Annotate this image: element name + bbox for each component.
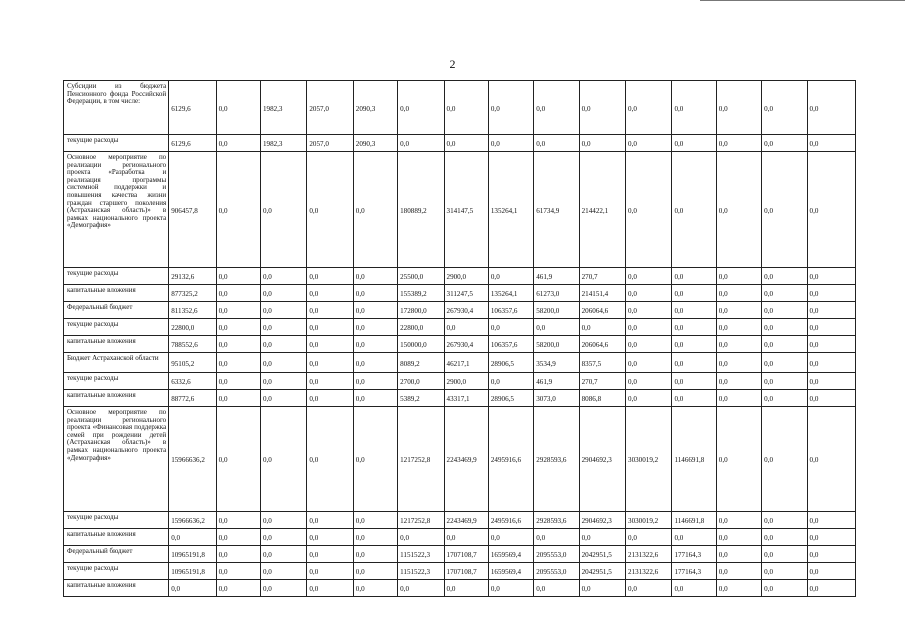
value-cell: 1151522,3 [398, 563, 444, 580]
value-cell: 2042951,5 [579, 546, 625, 563]
value-cell: 2042951,5 [579, 563, 625, 580]
value-cell: 0,0 [353, 353, 397, 373]
value-cell: 0,0 [672, 81, 716, 135]
value-cell: 0,0 [762, 319, 807, 336]
value-cell: 0,0 [260, 529, 306, 546]
value-cell: 0,0 [626, 302, 672, 319]
value-cell: 0,0 [353, 302, 397, 319]
row-label: Бюджет Астраханской области [64, 353, 169, 373]
value-cell: 5389,2 [398, 390, 444, 407]
value-cell: 0,0 [353, 580, 397, 597]
value-cell: 1146691,8 [672, 407, 716, 512]
value-cell: 88772,6 [169, 390, 216, 407]
value-cell: 0,0 [807, 336, 855, 353]
value-cell: 214422,1 [579, 152, 625, 268]
value-cell: 0,0 [626, 81, 672, 135]
value-cell: 10965191,8 [169, 563, 216, 580]
value-cell: 0,0 [444, 529, 488, 546]
value-cell: 3030019,2 [626, 407, 672, 512]
value-cell: 2057,0 [307, 135, 353, 152]
row-label: Федеральный бюджет [64, 546, 169, 563]
value-cell: 0,0 [534, 580, 579, 597]
value-cell: 0,0 [260, 302, 306, 319]
value-cell: 106357,6 [488, 336, 533, 353]
table-row [64, 319, 856, 336]
value-cell: 0,0 [807, 390, 855, 407]
budget-table [63, 80, 856, 597]
value-cell: 0,0 [216, 285, 260, 302]
value-cell: 0,0 [444, 580, 488, 597]
value-cell: 0,0 [716, 580, 761, 597]
value-cell: 0,0 [672, 353, 716, 373]
value-cell: 0,0 [307, 268, 353, 285]
value-cell: 0,0 [762, 580, 807, 597]
value-cell: 0,0 [716, 81, 761, 135]
value-cell: 0,0 [169, 529, 216, 546]
value-cell: 0,0 [762, 529, 807, 546]
row-label: текущие расходы [64, 135, 169, 152]
value-cell: 0,0 [216, 302, 260, 319]
value-cell: 3073,0 [534, 390, 579, 407]
value-cell: 0,0 [353, 529, 397, 546]
value-cell: 0,0 [307, 580, 353, 597]
value-cell: 2090,3 [353, 81, 397, 135]
page-number: 2 [449, 57, 456, 71]
table-row [64, 81, 856, 135]
value-cell: 0,0 [807, 268, 855, 285]
value-cell: 1707108,7 [444, 563, 488, 580]
value-cell: 788552,6 [169, 336, 216, 353]
value-cell: 0,0 [716, 546, 761, 563]
value-cell: 0,0 [626, 373, 672, 390]
value-cell: 0,0 [807, 580, 855, 597]
value-cell: 0,0 [534, 81, 579, 135]
value-cell: 0,0 [307, 285, 353, 302]
value-cell: 0,0 [216, 319, 260, 336]
value-cell: 0,0 [807, 285, 855, 302]
value-cell: 29132,6 [169, 268, 216, 285]
value-cell: 0,0 [762, 353, 807, 373]
value-cell: 0,0 [216, 353, 260, 373]
value-cell: 0,0 [626, 390, 672, 407]
value-cell: 0,0 [307, 353, 353, 373]
value-cell: 0,0 [353, 285, 397, 302]
value-cell: 0,0 [807, 152, 855, 268]
value-cell: 172800,0 [398, 302, 444, 319]
value-cell: 0,0 [807, 407, 855, 512]
value-cell: 0,0 [307, 546, 353, 563]
value-cell: 270,7 [579, 268, 625, 285]
row-label: капитальные вложения [64, 390, 169, 407]
value-cell: 0,0 [444, 135, 488, 152]
value-cell: 0,0 [807, 319, 855, 336]
value-cell: 0,0 [672, 336, 716, 353]
value-cell: 2904692,3 [579, 407, 625, 512]
value-cell: 0,0 [716, 285, 761, 302]
value-cell: 0,0 [807, 373, 855, 390]
value-cell: 0,0 [626, 319, 672, 336]
value-cell: 0,0 [216, 563, 260, 580]
value-cell: 0,0 [716, 336, 761, 353]
value-cell: 0,0 [353, 563, 397, 580]
value-cell: 22800,0 [169, 319, 216, 336]
value-cell: 0,0 [353, 336, 397, 353]
value-cell: 8089,2 [398, 353, 444, 373]
value-cell: 0,0 [216, 268, 260, 285]
value-cell: 0,0 [807, 302, 855, 319]
value-cell: 0,0 [579, 135, 625, 152]
value-cell: 0,0 [762, 285, 807, 302]
value-cell: 0,0 [260, 580, 306, 597]
table-row [64, 373, 856, 390]
value-cell: 0,0 [716, 407, 761, 512]
value-cell: 10965191,8 [169, 546, 216, 563]
value-cell: 1982,3 [260, 135, 306, 152]
row-label: текущие расходы [64, 512, 169, 529]
value-cell: 0,0 [260, 390, 306, 407]
table-row [64, 285, 856, 302]
value-cell: 0,0 [444, 81, 488, 135]
value-cell: 0,0 [672, 268, 716, 285]
value-cell: 0,0 [716, 302, 761, 319]
value-cell: 95105,2 [169, 353, 216, 373]
value-cell: 8086,8 [579, 390, 625, 407]
value-cell: 106357,6 [488, 302, 533, 319]
value-cell: 0,0 [216, 336, 260, 353]
value-cell: 0,0 [762, 81, 807, 135]
value-cell: 2928593,6 [534, 512, 579, 529]
value-cell: 0,0 [260, 546, 306, 563]
value-cell: 0,0 [807, 135, 855, 152]
value-cell: 28906,5 [488, 353, 533, 373]
value-cell: 0,0 [807, 546, 855, 563]
value-cell: 28906,5 [488, 390, 533, 407]
value-cell: 0,0 [579, 319, 625, 336]
value-cell: 22800,0 [398, 319, 444, 336]
value-cell: 177164,3 [672, 546, 716, 563]
value-cell: 0,0 [534, 529, 579, 546]
value-cell: 0,0 [260, 353, 306, 373]
value-cell: 0,0 [488, 580, 533, 597]
value-cell: 61273,0 [534, 285, 579, 302]
value-cell: 206064,6 [579, 302, 625, 319]
value-cell: 1151522,3 [398, 546, 444, 563]
table-row [64, 336, 856, 353]
table-row [64, 407, 856, 512]
value-cell: 0,0 [398, 580, 444, 597]
value-cell: 0,0 [260, 373, 306, 390]
row-label: Субсидии из бюджета Пенсионного фонда Российской Федерации, в том числе: [64, 81, 169, 135]
value-cell: 0,0 [216, 373, 260, 390]
value-cell: 3030019,2 [626, 512, 672, 529]
table-row [64, 353, 856, 373]
value-cell: 0,0 [216, 546, 260, 563]
value-cell: 0,0 [716, 135, 761, 152]
value-cell: 2057,0 [307, 81, 353, 135]
value-cell: 0,0 [260, 319, 306, 336]
value-cell: 0,0 [716, 563, 761, 580]
value-cell: 1217252,8 [398, 512, 444, 529]
value-cell: 0,0 [762, 135, 807, 152]
value-cell: 0,0 [488, 268, 533, 285]
value-cell: 155389,2 [398, 285, 444, 302]
value-cell: 2904692,3 [579, 512, 625, 529]
value-cell: 1659569,4 [488, 546, 533, 563]
value-cell: 0,0 [762, 336, 807, 353]
value-cell: 0,0 [626, 268, 672, 285]
value-cell: 61734,9 [534, 152, 579, 268]
value-cell: 0,0 [216, 512, 260, 529]
value-cell: 2495916,6 [488, 512, 533, 529]
table-row [64, 546, 856, 563]
value-cell: 0,0 [398, 135, 444, 152]
value-cell: 0,0 [534, 319, 579, 336]
row-label: Основное мероприятие по реализации регионального проекта «Разработка и реализация программы системной поддержки и повышения качества жизни граждан старшего поколения (Астраханская область)» в рамках национального проекта «Демография» [64, 152, 169, 268]
value-cell: 0,0 [626, 135, 672, 152]
value-cell: 0,0 [762, 268, 807, 285]
value-cell: 0,0 [626, 580, 672, 597]
value-cell: 2131322,6 [626, 563, 672, 580]
value-cell: 0,0 [307, 302, 353, 319]
value-cell: 214151,4 [579, 285, 625, 302]
value-cell: 0,0 [260, 336, 306, 353]
value-cell: 2243469,9 [444, 407, 488, 512]
value-cell: 6129,6 [169, 81, 216, 135]
value-cell: 8357,5 [579, 353, 625, 373]
value-cell: 2900,0 [444, 373, 488, 390]
value-cell: 0,0 [672, 135, 716, 152]
value-cell: 177164,3 [672, 563, 716, 580]
value-cell: 0,0 [260, 407, 306, 512]
table-row [64, 268, 856, 285]
table-row [64, 302, 856, 319]
value-cell: 135264,1 [488, 152, 533, 268]
value-cell: 0,0 [307, 512, 353, 529]
row-label: капитальные вложения [64, 580, 169, 597]
value-cell: 0,0 [353, 546, 397, 563]
value-cell: 0,0 [672, 373, 716, 390]
value-cell: 2495916,6 [488, 407, 533, 512]
value-cell: 0,0 [716, 390, 761, 407]
value-cell: 0,0 [762, 563, 807, 580]
value-cell: 2090,3 [353, 135, 397, 152]
value-cell: 0,0 [534, 135, 579, 152]
value-cell: 0,0 [444, 319, 488, 336]
value-cell: 43317,1 [444, 390, 488, 407]
row-label: Федеральный бюджет [64, 302, 169, 319]
value-cell: 150000,0 [398, 336, 444, 353]
value-cell: 0,0 [307, 529, 353, 546]
value-cell: 25500,0 [398, 268, 444, 285]
value-cell: 461,9 [534, 268, 579, 285]
value-cell: 2700,0 [398, 373, 444, 390]
value-cell: 0,0 [260, 563, 306, 580]
value-cell: 0,0 [488, 81, 533, 135]
value-cell: 0,0 [307, 319, 353, 336]
value-cell: 3534,9 [534, 353, 579, 373]
value-cell: 0,0 [807, 512, 855, 529]
value-cell: 2900,0 [444, 268, 488, 285]
value-cell: 46217,1 [444, 353, 488, 373]
table-row [64, 390, 856, 407]
value-cell: 0,0 [672, 529, 716, 546]
value-cell: 0,0 [353, 390, 397, 407]
value-cell: 0,0 [260, 285, 306, 302]
value-cell: 0,0 [807, 563, 855, 580]
value-cell: 0,0 [488, 319, 533, 336]
value-cell: 0,0 [626, 285, 672, 302]
value-cell: 0,0 [216, 81, 260, 135]
value-cell: 0,0 [716, 319, 761, 336]
value-cell: 0,0 [216, 152, 260, 268]
value-cell: 58200,0 [534, 336, 579, 353]
value-cell: 2928593,6 [534, 407, 579, 512]
value-cell: 0,0 [716, 353, 761, 373]
value-cell: 0,0 [762, 152, 807, 268]
value-cell: 1707108,7 [444, 546, 488, 563]
value-cell: 15966636,2 [169, 407, 216, 512]
value-cell: 0,0 [807, 529, 855, 546]
value-cell: 311247,5 [444, 285, 488, 302]
value-cell: 15966636,2 [169, 512, 216, 529]
value-cell: 0,0 [307, 407, 353, 512]
value-cell: 0,0 [398, 81, 444, 135]
row-label: капитальные вложения [64, 529, 169, 546]
table-row [64, 135, 856, 152]
value-cell: 58200,0 [534, 302, 579, 319]
value-cell: 0,0 [672, 319, 716, 336]
value-cell: 0,0 [216, 529, 260, 546]
row-label: текущие расходы [64, 373, 169, 390]
value-cell: 2095553,0 [534, 546, 579, 563]
value-cell: 0,0 [353, 512, 397, 529]
value-cell: 0,0 [672, 302, 716, 319]
value-cell: 0,0 [216, 407, 260, 512]
value-cell: 1146691,8 [672, 512, 716, 529]
value-cell: 0,0 [260, 152, 306, 268]
value-cell: 0,0 [672, 152, 716, 268]
value-cell: 0,0 [260, 512, 306, 529]
row-label: текущие расходы [64, 319, 169, 336]
value-cell: 0,0 [716, 268, 761, 285]
value-cell: 0,0 [398, 529, 444, 546]
value-cell: 267930,4 [444, 336, 488, 353]
value-cell: 0,0 [260, 268, 306, 285]
value-cell: 0,0 [353, 407, 397, 512]
value-cell: 461,9 [534, 373, 579, 390]
value-cell: 6129,6 [169, 135, 216, 152]
table-row [64, 512, 856, 529]
value-cell: 877325,2 [169, 285, 216, 302]
value-cell: 0,0 [579, 529, 625, 546]
value-cell: 0,0 [762, 302, 807, 319]
value-cell: 6332,6 [169, 373, 216, 390]
value-cell: 0,0 [672, 580, 716, 597]
value-cell: 206064,6 [579, 336, 625, 353]
value-cell: 0,0 [353, 373, 397, 390]
row-label: текущие расходы [64, 563, 169, 580]
value-cell: 0,0 [216, 390, 260, 407]
value-cell: 0,0 [488, 373, 533, 390]
value-cell: 0,0 [579, 580, 625, 597]
row-label: капитальные вложения [64, 285, 169, 302]
value-cell: 0,0 [626, 529, 672, 546]
value-cell: 0,0 [169, 580, 216, 597]
value-cell: 0,0 [762, 546, 807, 563]
value-cell: 1659569,4 [488, 563, 533, 580]
value-cell: 135264,1 [488, 285, 533, 302]
value-cell: 0,0 [716, 373, 761, 390]
value-cell: 2095553,0 [534, 563, 579, 580]
value-cell: 0,0 [716, 529, 761, 546]
value-cell: 0,0 [216, 135, 260, 152]
value-cell: 0,0 [807, 81, 855, 135]
top-edge-line [700, 0, 905, 1]
value-cell: 267930,4 [444, 302, 488, 319]
value-cell: 0,0 [353, 268, 397, 285]
table-row [64, 580, 856, 597]
value-cell: 0,0 [307, 390, 353, 407]
value-cell: 0,0 [716, 512, 761, 529]
row-label: капитальные вложения [64, 336, 169, 353]
value-cell: 0,0 [307, 373, 353, 390]
row-label: Основное мероприятие по реализации регионального проекта «Финансовая поддержка семей при рождении детей (Астраханская область)» в рамках национального проекта «Демография» [64, 407, 169, 512]
value-cell: 0,0 [353, 152, 397, 268]
value-cell: 0,0 [807, 353, 855, 373]
value-cell: 0,0 [762, 373, 807, 390]
value-cell: 0,0 [672, 390, 716, 407]
value-cell: 0,0 [626, 336, 672, 353]
value-cell: 0,0 [579, 81, 625, 135]
value-cell: 0,0 [353, 319, 397, 336]
value-cell: 0,0 [488, 135, 533, 152]
value-cell: 0,0 [762, 390, 807, 407]
value-cell: 0,0 [626, 152, 672, 268]
value-cell: 0,0 [307, 152, 353, 268]
value-cell: 0,0 [716, 152, 761, 268]
table-row [64, 529, 856, 546]
value-cell: 0,0 [216, 580, 260, 597]
value-cell: 2131322,6 [626, 546, 672, 563]
value-cell: 0,0 [626, 353, 672, 373]
value-cell: 0,0 [488, 529, 533, 546]
value-cell: 811352,6 [169, 302, 216, 319]
value-cell: 1217252,8 [398, 407, 444, 512]
table-row [64, 152, 856, 268]
value-cell: 1982,3 [260, 81, 306, 135]
value-cell: 0,0 [672, 285, 716, 302]
value-cell: 314147,5 [444, 152, 488, 268]
table-row [64, 563, 856, 580]
value-cell: 2243469,9 [444, 512, 488, 529]
value-cell: 270,7 [579, 373, 625, 390]
value-cell: 0,0 [307, 563, 353, 580]
value-cell: 0,0 [307, 336, 353, 353]
value-cell: 0,0 [762, 512, 807, 529]
value-cell: 180889,2 [398, 152, 444, 268]
row-label: текущие расходы [64, 268, 169, 285]
value-cell: 0,0 [762, 407, 807, 512]
value-cell: 906457,8 [169, 152, 216, 268]
